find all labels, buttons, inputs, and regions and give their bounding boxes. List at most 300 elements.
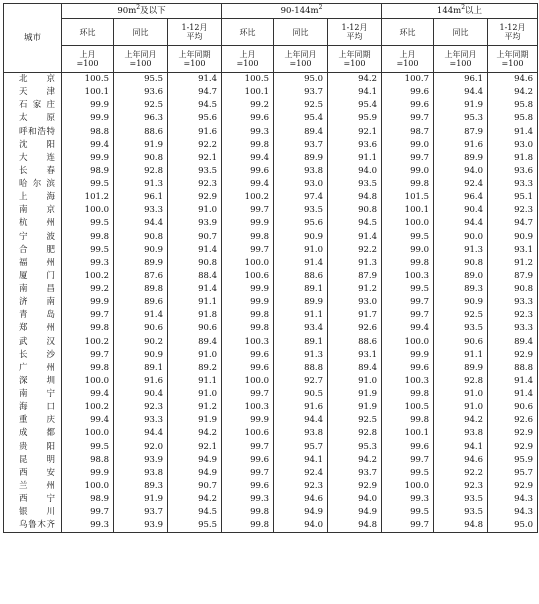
value-cell: 88.8 xyxy=(274,362,328,375)
value-cell: 91.9 xyxy=(114,139,168,152)
value-cell: 99.8 xyxy=(222,139,274,152)
city-cell: 深圳 xyxy=(4,375,62,388)
value-cell: 100.1 xyxy=(62,86,114,99)
table-container xyxy=(3,3,538,533)
value-cell: 100.0 xyxy=(62,375,114,388)
value-cell: 92.3 xyxy=(434,480,488,493)
value-cell: 99.6 xyxy=(382,99,434,112)
value-cell: 92.9 xyxy=(168,191,222,204)
value-cell: 100.0 xyxy=(222,375,274,388)
value-cell: 93.6 xyxy=(114,86,168,99)
value-cell: 99.7 xyxy=(382,296,434,309)
value-cell: 99.5 xyxy=(62,178,114,191)
value-cell: 99.7 xyxy=(382,519,434,533)
value-cell: 99.8 xyxy=(222,519,274,533)
city-column-header: 城市 xyxy=(4,4,62,73)
value-cell: 90.6 xyxy=(168,322,222,335)
value-cell: 93.3 xyxy=(114,204,168,217)
value-cell: 95.6 xyxy=(274,217,328,230)
table-row xyxy=(4,165,538,178)
value-cell: 94.9 xyxy=(168,454,222,467)
group-header-large-pre: 144m xyxy=(436,5,462,16)
base-prev-month: 上月 =100 xyxy=(62,46,114,73)
value-cell: 93.5 xyxy=(434,322,488,335)
value-cell: 92.2 xyxy=(434,467,488,480)
value-cell: 95.9 xyxy=(328,112,382,125)
city-cell: 青岛 xyxy=(4,309,62,322)
avg-header: 1-12月 平均 xyxy=(328,19,382,46)
value-cell: 92.3 xyxy=(274,480,328,493)
table-row xyxy=(4,480,538,493)
value-cell: 95.7 xyxy=(488,467,538,480)
value-cell: 96.3 xyxy=(114,112,168,125)
value-cell: 100.1 xyxy=(382,204,434,217)
value-cell: 94.0 xyxy=(274,519,328,533)
value-cell: 90.9 xyxy=(434,296,488,309)
value-cell: 91.0 xyxy=(168,388,222,401)
city-cell: 哈尔滨 xyxy=(4,178,62,191)
value-cell: 93.5 xyxy=(274,204,328,217)
value-cell: 99.8 xyxy=(382,257,434,270)
avg-header: 1-12月 平均 xyxy=(488,19,538,46)
value-cell: 95.4 xyxy=(328,99,382,112)
value-cell: 100.5 xyxy=(62,73,114,87)
value-cell: 99.3 xyxy=(222,493,274,506)
value-cell: 100.1 xyxy=(222,86,274,99)
city-cell: 沈阳 xyxy=(4,139,62,152)
value-cell: 99.8 xyxy=(62,231,114,244)
value-cell: 100.0 xyxy=(62,204,114,217)
value-cell: 99.8 xyxy=(222,322,274,335)
value-cell: 99.4 xyxy=(62,414,114,427)
value-cell: 94.0 xyxy=(434,165,488,178)
value-cell: 92.3 xyxy=(488,309,538,322)
value-cell: 90.9 xyxy=(114,349,168,362)
table-row xyxy=(4,99,538,112)
value-cell: 99.7 xyxy=(382,112,434,125)
value-cell: 91.4 xyxy=(168,244,222,257)
value-cell: 99.7 xyxy=(222,204,274,217)
table-row xyxy=(4,270,538,283)
value-cell: 100.7 xyxy=(382,73,434,87)
value-cell: 94.8 xyxy=(328,191,382,204)
value-cell: 100.2 xyxy=(62,270,114,283)
value-cell: 89.9 xyxy=(434,362,488,375)
value-cell: 99.4 xyxy=(222,152,274,165)
value-cell: 90.8 xyxy=(488,283,538,296)
value-cell: 93.3 xyxy=(114,414,168,427)
city-cell: 长沙 xyxy=(4,349,62,362)
value-cell: 98.8 xyxy=(62,454,114,467)
yoy-header: 同比 xyxy=(274,19,328,46)
value-cell: 96.1 xyxy=(114,191,168,204)
value-cell: 99.8 xyxy=(382,388,434,401)
table-row xyxy=(4,217,538,230)
value-cell: 94.2 xyxy=(168,427,222,440)
value-cell: 100.1 xyxy=(382,427,434,440)
value-cell: 92.9 xyxy=(488,349,538,362)
value-cell: 91.4 xyxy=(168,73,222,87)
value-cell: 87.9 xyxy=(488,270,538,283)
value-cell: 91.4 xyxy=(328,231,382,244)
table-body xyxy=(4,73,538,533)
value-cell: 94.6 xyxy=(488,73,538,87)
city-cell: 昆明 xyxy=(4,454,62,467)
value-cell: 99.7 xyxy=(382,152,434,165)
table-row xyxy=(4,336,538,349)
value-cell: 91.0 xyxy=(274,244,328,257)
value-cell: 91.0 xyxy=(328,375,382,388)
base-prev-month: 上月 =100 xyxy=(382,46,434,73)
table-row xyxy=(4,388,538,401)
value-cell: 89.4 xyxy=(488,336,538,349)
value-cell: 91.9 xyxy=(168,414,222,427)
value-cell: 100.0 xyxy=(382,217,434,230)
table-row xyxy=(4,191,538,204)
value-cell: 93.8 xyxy=(114,467,168,480)
value-cell: 93.8 xyxy=(434,427,488,440)
value-cell: 87.6 xyxy=(114,270,168,283)
mom-header: 环比 xyxy=(222,19,274,46)
value-cell: 94.6 xyxy=(274,493,328,506)
value-cell: 95.8 xyxy=(488,99,538,112)
table-row xyxy=(4,322,538,335)
value-cell: 92.3 xyxy=(488,204,538,217)
value-cell: 94.1 xyxy=(434,441,488,454)
value-cell: 93.5 xyxy=(168,165,222,178)
value-cell: 93.0 xyxy=(488,139,538,152)
value-cell: 99.8 xyxy=(222,506,274,519)
value-cell: 101.5 xyxy=(382,191,434,204)
group-header-medium-sup: 2 xyxy=(318,3,323,11)
value-cell: 91.4 xyxy=(114,309,168,322)
table-row xyxy=(4,519,538,533)
value-cell: 99.4 xyxy=(62,139,114,152)
value-cell: 91.0 xyxy=(168,349,222,362)
value-cell: 92.1 xyxy=(168,152,222,165)
value-cell: 91.0 xyxy=(434,388,488,401)
value-cell: 90.6 xyxy=(434,336,488,349)
value-cell: 100.6 xyxy=(222,427,274,440)
value-cell: 90.8 xyxy=(114,152,168,165)
value-cell: 95.0 xyxy=(274,73,328,87)
mom-header: 环比 xyxy=(62,19,114,46)
value-cell: 99.5 xyxy=(382,467,434,480)
group-header-medium xyxy=(222,4,382,19)
value-cell: 99.8 xyxy=(62,362,114,375)
value-cell: 94.9 xyxy=(274,506,328,519)
value-cell: 99.9 xyxy=(62,99,114,112)
value-cell: 93.8 xyxy=(274,165,328,178)
base-prev-month: 上月 =100 xyxy=(222,46,274,73)
value-cell: 90.7 xyxy=(168,480,222,493)
value-cell: 95.7 xyxy=(274,441,328,454)
value-cell: 89.8 xyxy=(114,283,168,296)
value-cell: 92.9 xyxy=(488,480,538,493)
value-cell: 91.3 xyxy=(434,244,488,257)
base-prev-year-period: 上年同期 =100 xyxy=(488,46,538,73)
value-cell: 93.0 xyxy=(274,178,328,191)
table-row xyxy=(4,401,538,414)
value-cell: 90.8 xyxy=(114,231,168,244)
table-row xyxy=(4,126,538,139)
value-cell: 99.9 xyxy=(222,296,274,309)
value-cell: 99.5 xyxy=(382,283,434,296)
table-row xyxy=(4,257,538,270)
value-cell: 99.4 xyxy=(62,388,114,401)
value-cell: 99.0 xyxy=(382,244,434,257)
value-cell: 99.7 xyxy=(382,309,434,322)
value-cell: 89.0 xyxy=(434,270,488,283)
city-cell: 石家庄 xyxy=(4,99,62,112)
city-cell: 贵阳 xyxy=(4,441,62,454)
value-cell: 94.0 xyxy=(328,165,382,178)
value-cell: 99.6 xyxy=(222,165,274,178)
value-cell: 89.3 xyxy=(434,283,488,296)
value-cell: 95.0 xyxy=(488,519,538,533)
city-cell: 海口 xyxy=(4,401,62,414)
value-cell: 99.7 xyxy=(222,388,274,401)
value-cell: 95.5 xyxy=(168,519,222,533)
value-cell: 92.5 xyxy=(328,414,382,427)
value-cell: 93.5 xyxy=(434,493,488,506)
value-cell: 100.3 xyxy=(382,375,434,388)
value-cell: 91.3 xyxy=(328,257,382,270)
group-header-small-pre: 90m xyxy=(117,5,137,16)
value-cell: 99.0 xyxy=(382,139,434,152)
value-cell: 93.4 xyxy=(274,322,328,335)
value-cell: 99.6 xyxy=(222,349,274,362)
value-cell: 95.9 xyxy=(488,454,538,467)
value-cell: 88.6 xyxy=(274,270,328,283)
value-cell: 91.1 xyxy=(168,375,222,388)
value-cell: 99.7 xyxy=(62,349,114,362)
value-cell: 99.0 xyxy=(382,165,434,178)
value-cell: 90.7 xyxy=(168,231,222,244)
value-cell: 94.9 xyxy=(168,467,222,480)
value-cell: 99.7 xyxy=(222,467,274,480)
value-cell: 91.6 xyxy=(168,126,222,139)
value-cell: 99.6 xyxy=(222,454,274,467)
value-cell: 91.1 xyxy=(168,296,222,309)
value-cell: 94.8 xyxy=(434,519,488,533)
value-cell: 99.5 xyxy=(382,506,434,519)
group-header-large-sup: 2 xyxy=(461,3,466,11)
value-cell: 98.7 xyxy=(382,126,434,139)
value-cell: 94.6 xyxy=(434,454,488,467)
table-row xyxy=(4,204,538,217)
value-cell: 99.4 xyxy=(382,322,434,335)
mom-header: 环比 xyxy=(382,19,434,46)
value-cell: 92.5 xyxy=(434,309,488,322)
value-cell: 93.1 xyxy=(488,244,538,257)
value-cell: 92.1 xyxy=(328,126,382,139)
value-cell: 99.5 xyxy=(62,217,114,230)
value-cell: 94.4 xyxy=(434,217,488,230)
value-cell: 93.5 xyxy=(328,178,382,191)
value-cell: 92.9 xyxy=(328,480,382,493)
value-cell: 89.6 xyxy=(114,296,168,309)
value-cell: 89.9 xyxy=(274,296,328,309)
value-cell: 99.9 xyxy=(62,296,114,309)
group-header-small-sup: 2 xyxy=(136,3,141,11)
value-cell: 91.4 xyxy=(168,283,222,296)
city-cell: 天津 xyxy=(4,86,62,99)
value-cell: 89.4 xyxy=(328,362,382,375)
table-row xyxy=(4,309,538,322)
value-cell: 100.5 xyxy=(382,401,434,414)
value-cell: 94.1 xyxy=(274,454,328,467)
value-cell: 99.9 xyxy=(222,217,274,230)
yoy-header: 同比 xyxy=(434,19,488,46)
city-cell: 厦门 xyxy=(4,270,62,283)
value-cell: 90.9 xyxy=(114,244,168,257)
table-row xyxy=(4,112,538,125)
value-cell: 93.6 xyxy=(328,139,382,152)
value-cell: 99.5 xyxy=(62,441,114,454)
value-cell: 94.7 xyxy=(488,217,538,230)
value-cell: 99.6 xyxy=(222,480,274,493)
value-cell: 90.4 xyxy=(114,388,168,401)
value-cell: 92.2 xyxy=(328,244,382,257)
value-cell: 94.5 xyxy=(168,506,222,519)
value-cell: 90.9 xyxy=(274,231,328,244)
value-cell: 99.2 xyxy=(222,99,274,112)
value-cell: 99.8 xyxy=(382,414,434,427)
value-cell: 95.8 xyxy=(488,112,538,125)
value-cell: 96.4 xyxy=(434,191,488,204)
value-cell: 89.9 xyxy=(434,152,488,165)
value-cell: 90.6 xyxy=(114,322,168,335)
value-cell: 93.9 xyxy=(168,217,222,230)
value-cell: 99.5 xyxy=(382,231,434,244)
value-cell: 91.0 xyxy=(168,204,222,217)
value-cell: 94.4 xyxy=(434,86,488,99)
value-cell: 91.6 xyxy=(114,375,168,388)
value-cell: 98.9 xyxy=(62,493,114,506)
value-cell: 94.3 xyxy=(488,506,538,519)
value-cell: 99.8 xyxy=(222,309,274,322)
value-cell: 91.4 xyxy=(274,257,328,270)
value-cell: 92.3 xyxy=(114,401,168,414)
value-cell: 92.9 xyxy=(488,427,538,440)
table-row xyxy=(4,362,538,375)
value-cell: 88.8 xyxy=(488,362,538,375)
value-cell: 94.4 xyxy=(274,414,328,427)
value-cell: 99.6 xyxy=(222,362,274,375)
base-prev-year-month: 上年同月 =100 xyxy=(114,46,168,73)
value-cell: 91.0 xyxy=(434,401,488,414)
group-header-medium-pre: 90-144m xyxy=(280,5,319,16)
value-cell: 100.0 xyxy=(62,427,114,440)
value-cell: 90.4 xyxy=(434,204,488,217)
table-row xyxy=(4,139,538,152)
city-cell: 西宁 xyxy=(4,493,62,506)
city-cell: 南京 xyxy=(4,204,62,217)
value-cell: 94.2 xyxy=(434,414,488,427)
value-cell: 94.2 xyxy=(328,454,382,467)
city-cell: 福州 xyxy=(4,257,62,270)
base-row xyxy=(4,46,538,73)
value-cell: 92.7 xyxy=(274,375,328,388)
value-cell: 99.9 xyxy=(62,152,114,165)
table-row xyxy=(4,178,538,191)
table-header xyxy=(4,4,538,73)
value-cell: 91.3 xyxy=(114,178,168,191)
value-cell: 99.5 xyxy=(62,244,114,257)
value-cell: 92.2 xyxy=(168,139,222,152)
value-cell: 99.7 xyxy=(222,441,274,454)
table-row xyxy=(4,467,538,480)
value-cell: 100.6 xyxy=(222,270,274,283)
value-cell: 99.9 xyxy=(222,414,274,427)
value-cell: 100.2 xyxy=(62,401,114,414)
value-cell: 90.2 xyxy=(114,336,168,349)
value-cell: 88.4 xyxy=(168,270,222,283)
value-cell: 94.5 xyxy=(328,217,382,230)
value-cell: 100.3 xyxy=(222,401,274,414)
value-cell: 89.9 xyxy=(274,152,328,165)
value-cell: 94.2 xyxy=(488,86,538,99)
value-cell: 87.9 xyxy=(328,270,382,283)
table-row xyxy=(4,296,538,309)
value-cell: 91.4 xyxy=(488,388,538,401)
value-cell: 93.3 xyxy=(488,296,538,309)
city-cell: 郑州 xyxy=(4,322,62,335)
value-cell: 91.4 xyxy=(488,375,538,388)
table-row xyxy=(4,244,538,257)
table-row xyxy=(4,375,538,388)
value-cell: 91.1 xyxy=(434,349,488,362)
value-cell: 99.9 xyxy=(222,283,274,296)
value-cell: 99.2 xyxy=(62,283,114,296)
table-row xyxy=(4,454,538,467)
value-cell: 95.1 xyxy=(488,191,538,204)
value-cell: 90.8 xyxy=(434,257,488,270)
value-cell: 97.4 xyxy=(274,191,328,204)
value-cell: 92.8 xyxy=(434,375,488,388)
value-cell: 93.0 xyxy=(328,296,382,309)
value-cell: 93.3 xyxy=(488,322,538,335)
value-cell: 90.8 xyxy=(168,257,222,270)
table-row xyxy=(4,86,538,99)
value-cell: 100.0 xyxy=(62,480,114,493)
base-prev-year-period: 上年同期 =100 xyxy=(328,46,382,73)
city-cell: 南昌 xyxy=(4,283,62,296)
city-cell: 南宁 xyxy=(4,388,62,401)
value-cell: 89.4 xyxy=(274,126,328,139)
price-index-table xyxy=(3,3,538,533)
subheader-row xyxy=(4,19,538,46)
value-cell: 91.9 xyxy=(328,401,382,414)
value-cell: 99.6 xyxy=(222,112,274,125)
value-cell: 100.3 xyxy=(222,336,274,349)
value-cell: 94.2 xyxy=(168,493,222,506)
value-cell: 90.6 xyxy=(488,401,538,414)
value-cell: 91.3 xyxy=(274,349,328,362)
value-cell: 100.2 xyxy=(62,336,114,349)
table-row xyxy=(4,73,538,87)
value-cell: 94.4 xyxy=(114,217,168,230)
value-cell: 94.3 xyxy=(488,493,538,506)
value-cell: 92.3 xyxy=(168,178,222,191)
city-cell: 兰州 xyxy=(4,480,62,493)
value-cell: 91.2 xyxy=(168,401,222,414)
value-cell: 89.9 xyxy=(114,257,168,270)
value-cell: 94.4 xyxy=(114,427,168,440)
value-cell: 90.9 xyxy=(488,231,538,244)
value-cell: 98.9 xyxy=(62,165,114,178)
